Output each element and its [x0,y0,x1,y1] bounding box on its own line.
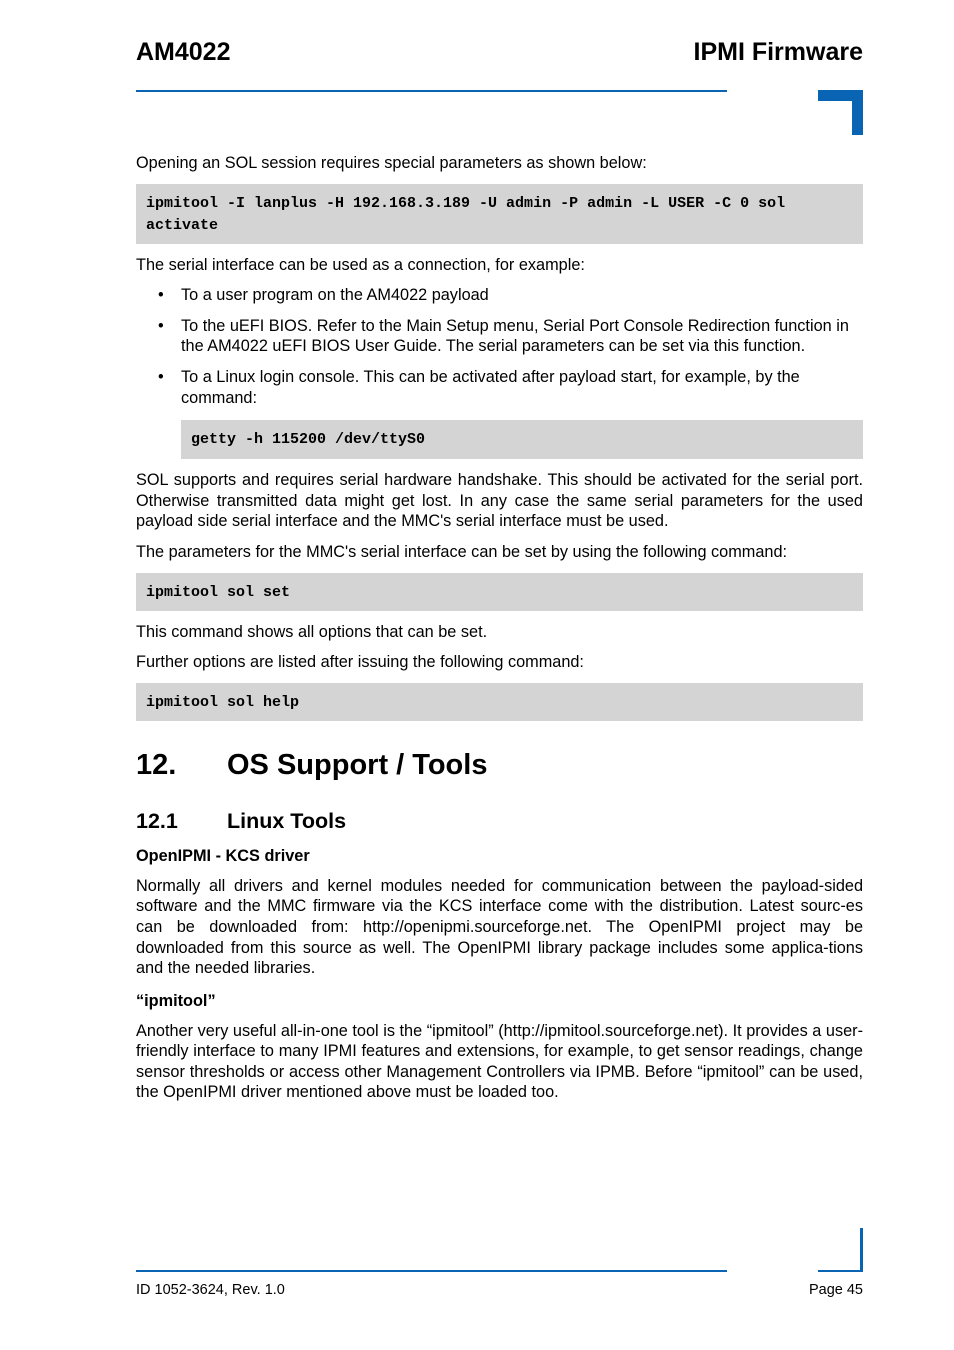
header-product: AM4022 [136,38,231,66]
section-number: 12.1 [136,808,178,833]
bullet-icon: • [158,286,164,305]
bullet-icon: • [158,367,164,386]
openipmi-heading: OpenIPMI - KCS driver [136,846,310,865]
header-corner-mark-vertical [852,90,863,135]
footer-rule [136,1270,727,1272]
section-title: Linux Tools [227,808,347,833]
openipmi-paragraph: Normally all drivers and kernel modules needed for communication between the payload-sided software and the MMC firmware via the KCS interface come with the distribution. Latest sourc-es can be downloaded from: http://openipmi.sourceforge.net. The OpenIPMI project may be downloaded from this source as well. The OpenIPMI library package includes some applica-tions and the needed libraries. [136,876,863,978]
footer-doc-id: ID 1052-3624, Rev. 1.0 [136,1282,285,1298]
chapter-number: 12. [136,748,177,781]
code-sol-help: ipmitool sol help [136,683,863,721]
code-sol-activate: ipmitool -I lanplus -H 192.168.3.189 -U admin -P admin -L USER -C 0 sol activate [136,184,863,244]
code-getty: getty -h 115200 /dev/ttyS0 [181,420,863,459]
page-content [136,153,863,1113]
ipmitool-heading: “ipmitool” [136,991,216,1010]
list-item-text: To a Linux login console. This can be activated after payload start, for example, by the command: [181,367,800,407]
intro-paragraph: Opening an SOL session requires special parameters as shown below: [136,154,647,172]
chapter-heading [136,748,863,782]
chapter-title: OS Support / Tools [227,748,488,781]
list-item [136,367,863,408]
options-paragraph: This command shows all options that can be set. [136,622,488,641]
section-heading [136,808,863,834]
footer-corner-mark-horizontal [818,1270,863,1272]
connection-list [136,285,863,408]
footer-corner-mark [860,1228,863,1272]
header-rule [136,90,727,92]
further-paragraph: Further options are listed after issuing the following command: [136,653,584,672]
bullet-icon: • [158,316,164,335]
ipmitool-paragraph: Another very useful all-in-one tool is the “ipmitool” (http://ipmitool.sourceforge.net). It provides a user-friendly interface to many IPMI features and extensions, for example, to get sensor readings, change sensor thresholds or access other Management Controllers via IPMB. Before “ipmitool” can be used, the OpenIPMI driver mentioned above must be loaded too. [136,1021,863,1102]
header-section: IPMI Firmware [693,38,863,66]
serial-intro-paragraph: The serial interface can be used as a connection, for example: [136,255,585,274]
params-paragraph: The parameters for the MMC's serial interface can be set by using the following command: [136,542,788,561]
list-item-text: To a user program on the AM4022 payload [181,286,489,305]
list-item-text: To the uEFI BIOS. Refer to the Main Setup menu, Serial Port Console Redirection function in the AM4022 uEFI BIOS User Guide. The serial parameters can be set via this function. [181,316,849,356]
handshake-paragraph: SOL supports and requires serial hardware handshake. This should be activated for the serial port. Otherwise transmitted data might get lost. In any case the same serial parameters for the used payload side serial interface and the MMC's serial interface must be used. [136,471,863,531]
list-item [136,316,863,357]
code-sol-set: ipmitool sol set [136,573,863,611]
list-item [136,285,863,306]
footer-page-number: Page 45 [808,1282,863,1298]
